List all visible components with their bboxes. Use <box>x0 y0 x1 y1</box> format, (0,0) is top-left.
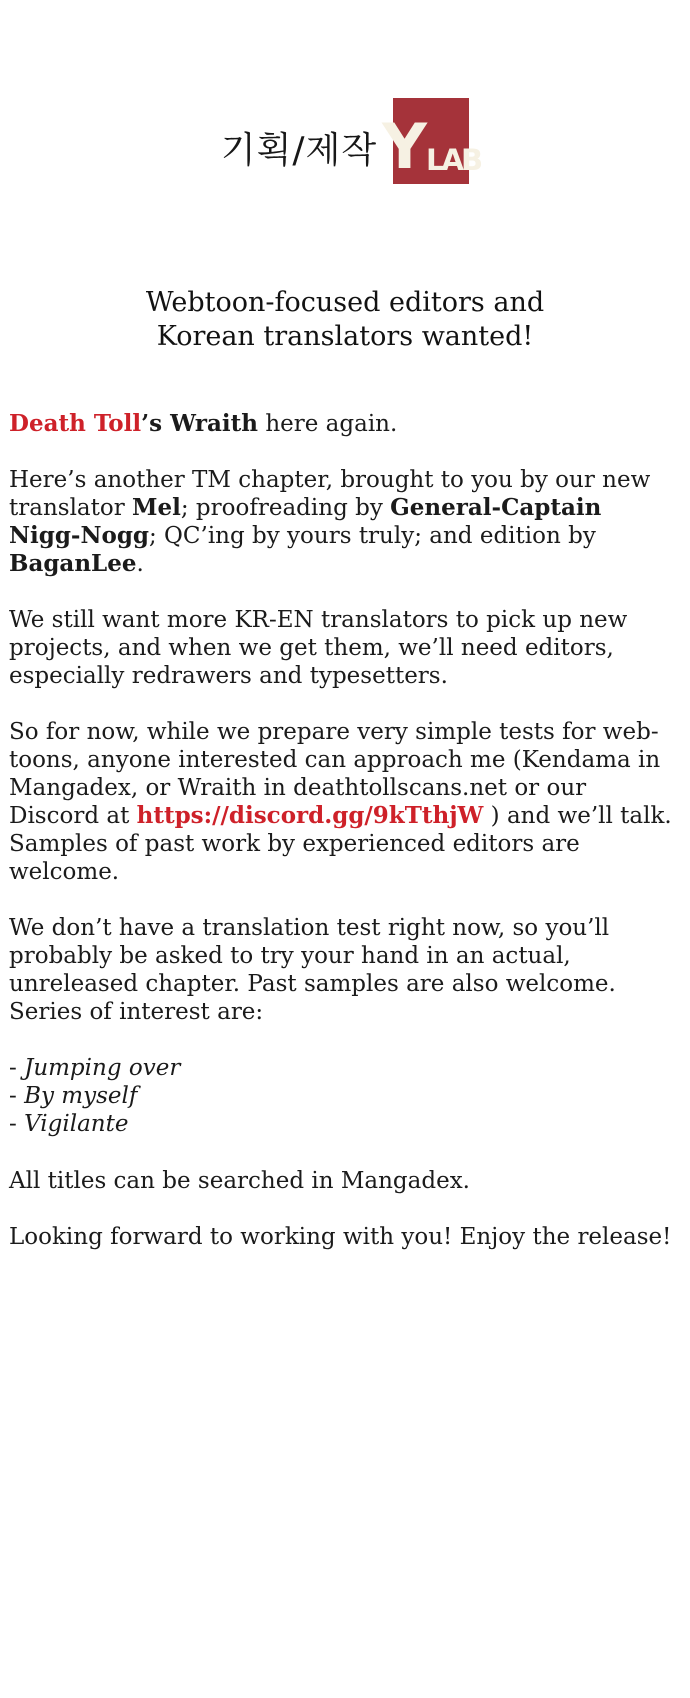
publisher-credit-row <box>0 98 690 184</box>
series-title: Vigilante <box>24 1111 129 1137</box>
text-run: Mel <box>132 494 181 521</box>
paragraph-chapter-credits <box>9 466 680 578</box>
text-run: We don’t have a translation test right now, so you’ll probably be asked to try your hand in an actual, unreleased chapter. Past samples are also welcome. Series of interest are: <box>9 915 616 1025</box>
paragraph-recruiting <box>9 606 680 690</box>
text-run: ; proofreading by <box>180 495 391 521</box>
series-list-item <box>9 1054 680 1082</box>
series-title: By myself <box>24 1083 138 1109</box>
text-run: Death Toll <box>9 410 142 437</box>
list-dash: - <box>9 1111 25 1137</box>
paragraph-greeting <box>9 410 680 438</box>
discord-invite-link[interactable]: https://discord.gg/9kTthjW <box>136 802 484 829</box>
text-run: . <box>136 551 144 577</box>
ylab-logo <box>382 98 481 184</box>
list-dash: - <box>9 1083 25 1109</box>
ylab-logo-y-letter: Y <box>382 109 426 183</box>
series-list-item <box>9 1110 680 1138</box>
series-title: Jumping over <box>24 1055 181 1081</box>
text-run: ) and we’ll talk. Samples of past work by experienced editors are welcome. <box>9 803 672 885</box>
paragraph-how-to-apply <box>9 718 680 886</box>
text-run: BaganLee <box>9 550 137 577</box>
text-run: So for now, while we prepare very simple tests for webtoons, anyone interested can approach me (Kendama in Mangadex, or Wraith in deathtollscans.net or our Discord at <box>9 719 661 829</box>
series-of-interest-list <box>9 1054 680 1138</box>
series-list-item <box>9 1082 680 1110</box>
text-run: General-Captain Nigg-Nogg <box>9 494 602 549</box>
paragraph-translation-test <box>9 914 680 1026</box>
recruitment-heading-line1: Webtoon-focused editors and <box>145 287 545 318</box>
text-run: Here’s another TM chapter, brought to you by our new translator <box>9 467 651 521</box>
text-run: ; QC’ing by yours truly; and edition by <box>149 523 596 549</box>
credits-page <box>0 98 690 1698</box>
ylab-logo-lab-letters: LAB <box>426 143 481 177</box>
farewell-line: Looking forward to working with you! Enjoy the release! <box>9 1224 672 1250</box>
text-run: ’s Wraith <box>141 410 259 437</box>
text-run: here again. <box>258 411 398 437</box>
korean-credit-label: 기획/제작 <box>220 129 378 171</box>
mangadex-note: All titles can be searched in Mangadex. <box>9 1168 470 1194</box>
recruitment-heading-line2: Korean translators wanted! <box>156 321 534 352</box>
notice-body <box>0 410 690 1251</box>
text-run: We still want more KR-EN translators to pick up new projects, and when we get them, we’ll need editors, especially redrawers and typesetters. <box>9 607 628 689</box>
list-dash: - <box>9 1055 25 1081</box>
recruitment-heading <box>0 286 690 354</box>
